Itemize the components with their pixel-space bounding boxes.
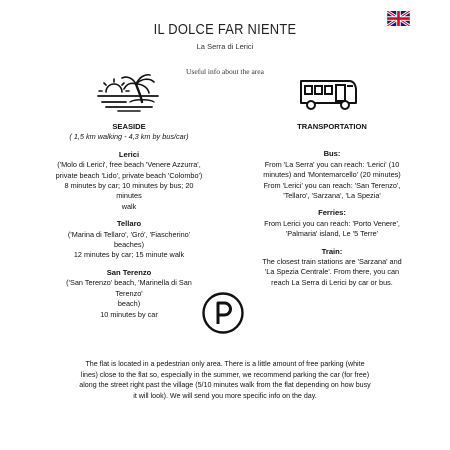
bus-line: From 'La Serra' you can reach: 'Lerici' (10: [264, 159, 400, 169]
page-subtitle: La Serra di Lerici: [196, 42, 254, 51]
san-terenzo-heading: San Terenzo: [106, 267, 152, 277]
parking-line: along the street right past the village (5/10 minutes walk from the flat depending on how busy: [79, 381, 371, 390]
uk-flag-icon[interactable]: [387, 11, 410, 26]
lerici-line: walk: [121, 201, 137, 211]
ferries-line: From Lerici you can reach: 'Porto Venere',: [264, 218, 400, 228]
train-line: 'La Spezia Centrale'. From there, you can: [264, 267, 400, 277]
train-line: reach La Serra di Lerici by car or bus.: [271, 277, 393, 287]
tellaro-line: 12 minutes by car; 15 minute walk: [73, 250, 185, 260]
bus-icon: [297, 77, 359, 113]
page-title: IL DOLCE FAR NIENTE: [153, 21, 297, 38]
lerici-line: 8 minutes by car; 10 minutes by bus; 20 minutes: [64, 181, 194, 201]
seaside-distance: ( 1,5 km walking - 4,3 km by bus/car): [69, 132, 189, 142]
san-terenzo-line: ('San Terenzo' beach, 'Marinella di San Terenzo': [66, 278, 192, 298]
tellaro-heading: Tellaro: [116, 219, 142, 229]
beach-palm-icon: [96, 72, 160, 112]
train-heading: Train:: [321, 246, 343, 256]
parking-line: it will look). We will send you more specific info on the day.: [133, 391, 317, 400]
parking-line: The flat is located in a pedestrian only area. There is a little amount of free parking (white: [85, 360, 365, 368]
parking-info: [55, 359, 395, 401]
lerici-line: ('Molo di Lerici', free beach 'Venere Azzurra',: [57, 160, 201, 170]
lerici-line: private beach 'Lido', private beach 'Colombo'): [55, 170, 203, 180]
tellaro-line: ('Marina di Tellaro', 'Gró', 'Fiascherino' beaches): [67, 229, 191, 250]
transportation-heading: TRANSPORTATION: [297, 122, 367, 131]
seaside-heading: SEASIDE: [112, 122, 146, 131]
san-terenzo-line: beach): [117, 299, 141, 309]
seaside-section: [54, 122, 204, 320]
ferries-line: 'Palmaria' island, Le '5 Terre': [285, 229, 379, 239]
san-terenzo-line: 10 minutes by car: [100, 309, 158, 319]
ferries-heading: Ferries:: [318, 208, 346, 218]
intro-text: Useful info about the area: [186, 67, 264, 76]
bus-heading: Bus:: [323, 149, 341, 159]
bus-line: From 'Lerici' you can reach: 'San Terenzo',: [263, 180, 401, 190]
parking-line: lines) close to the flat so, especially in the summer, we recommend parking the car (for free): [80, 370, 370, 379]
transportation-section: [252, 122, 412, 288]
bus-line: minutes) and 'Montemarcello' (20 minutes): [263, 170, 401, 180]
bus-line: 'Tellaro', 'Sarzana', 'La Spezia': [283, 191, 381, 201]
lerici-heading: Lerici: [118, 149, 140, 159]
parking-icon: [201, 291, 245, 335]
train-line: The closest train stations are 'Sarzana' and: [262, 257, 402, 267]
